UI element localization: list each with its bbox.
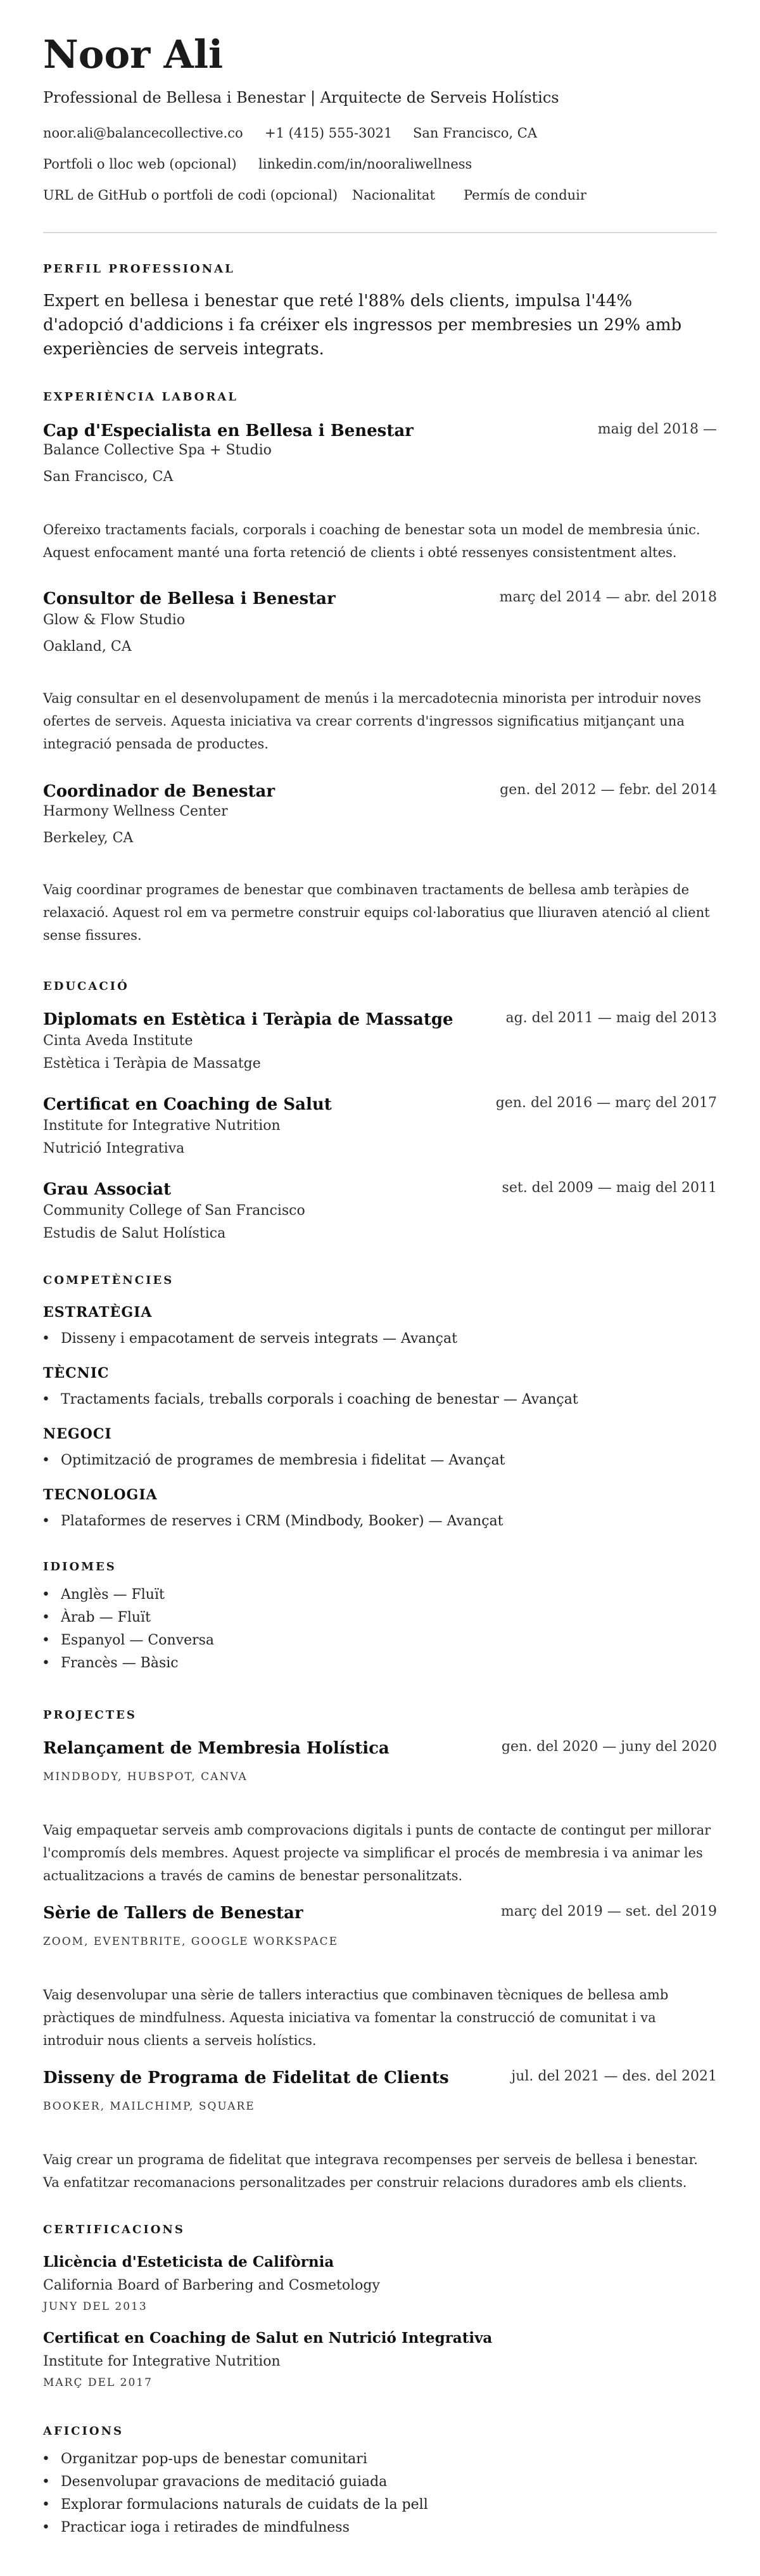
education-field: Estètica i Teràpia de Massatge bbox=[43, 1056, 261, 1072]
certification-date: JUNY DEL 2013 bbox=[43, 2300, 148, 2313]
profile-summary: Expert en bellesa i benestar que reté l'88% dels clients, impulsa l'44% d'adopció d'addicions i fa créixer els ingressos per membresies un 29% amb experiències de serveis integrats. bbox=[43, 292, 682, 359]
job-title: Coordinador de Benestar bbox=[43, 782, 276, 801]
language-item bbox=[51, 1632, 214, 1648]
project-title: Relançament de Membresia Holística bbox=[43, 1739, 390, 1758]
skill-category: TÈCNIC bbox=[43, 1365, 110, 1381]
job-company: Glow & Flow Studio bbox=[43, 612, 186, 628]
job-company: Harmony Wellness Center bbox=[43, 804, 228, 819]
section-heading-languages: IDIOMES bbox=[43, 1560, 117, 1573]
job-dates: maig del 2018 — bbox=[597, 421, 717, 437]
hobby-item bbox=[51, 2520, 350, 2535]
job-company: Balance Collective Spa + Studio bbox=[43, 442, 272, 458]
project-tech: BOOKER, MAILCHIMP, SQUARE bbox=[43, 2100, 255, 2113]
education-title: Certificat en Coaching de Salut bbox=[43, 1095, 332, 1114]
section-heading-hobbies: AFICIONS bbox=[43, 2425, 124, 2438]
candidate-subtitle: Professional de Bellesa i Benestar | Arquitecte de Serveis Holístics bbox=[43, 89, 559, 106]
skill-item bbox=[51, 1452, 505, 1468]
skill-category: ESTRATÈGIA bbox=[43, 1304, 153, 1321]
project-dates: gen. del 2020 — juny del 2020 bbox=[501, 1739, 717, 1755]
education-dates: ag. del 2011 — maig del 2013 bbox=[505, 1010, 717, 1026]
hobby-item bbox=[51, 2474, 387, 2490]
certification-issuer: California Board of Barbering and Cosmetology bbox=[43, 2278, 380, 2293]
project-title: Disseny de Programa de Fidelitat de Clients bbox=[43, 2068, 449, 2087]
hobby-item-text: Desenvolupar gravacions de meditació guiada bbox=[61, 2474, 388, 2490]
contact-linkedin[interactable]: linkedin.com/in/nooraliwellness bbox=[258, 157, 472, 172]
job-description: Ofereixo tractaments facials, corporals i coaching de benestar sota un model de membresia únic. Aquest enfocament manté una forta retenció de clients i obté ressenyes consistentment altes. bbox=[43, 522, 700, 560]
section-heading-projects: PROJECTES bbox=[43, 1708, 137, 1722]
project-description: Vaig crear un programa de fidelitat que integrava recompenses per serveis de bellesa i benestar. Va enfatitzar recomanacions personalitzades per construir relacions duradores amb els clients. bbox=[43, 2152, 698, 2190]
section-heading-education: EDUCACIÓ bbox=[43, 980, 129, 993]
job-location: Berkeley, CA bbox=[43, 830, 134, 846]
language-item-text: Àrab — Fluït bbox=[61, 1610, 151, 1625]
contact-phone[interactable]: +1 (415) 555-3021 bbox=[265, 125, 393, 141]
section-heading-certifications: CERTIFICACIONS bbox=[43, 2223, 185, 2236]
education-dates: gen. del 2016 — març del 2017 bbox=[495, 1095, 717, 1111]
job-description: Vaig coordinar programes de benestar que combinaven tractaments de bellesa amb teràpies de relaxació. Aquest rol em va permetre construir equips col·laboratius que lliuraven atenció al client sense fissures. bbox=[43, 882, 710, 943]
language-item-text: Anglès — Fluït bbox=[61, 1587, 165, 1603]
job-title: Cap d'Especialista en Bellesa i Benestar bbox=[43, 421, 414, 440]
project-dates: març del 2019 — set. del 2019 bbox=[500, 1904, 717, 1919]
certification-name: Certificat en Coaching de Salut en Nutrició Integrativa bbox=[43, 2329, 493, 2347]
certification-name: Llicència d'Esteticista de Califòrnia bbox=[43, 2253, 334, 2271]
header-divider bbox=[43, 232, 717, 233]
education-school: Community College of San Francisco bbox=[43, 1203, 305, 1219]
language-item bbox=[51, 1655, 179, 1671]
education-field: Nutrició Integrativa bbox=[43, 1141, 185, 1157]
language-item-text: Francès — Bàsic bbox=[61, 1655, 179, 1671]
education-title: Grau Associat bbox=[43, 1180, 172, 1199]
language-item bbox=[51, 1610, 151, 1625]
contact-location: San Francisco, CA bbox=[413, 125, 538, 141]
contact-license: Permís de conduir bbox=[464, 188, 586, 203]
education-school: Cinta Aveda Institute bbox=[43, 1033, 193, 1049]
job-title: Consultor de Bellesa i Benestar bbox=[43, 589, 336, 608]
skill-category: NEGOCI bbox=[43, 1426, 112, 1442]
project-description: Vaig desenvolupar una sèrie de tallers interactius que combinaven tècniques de bellesa amb pràctiques de mindfulness. Aquesta iniciativa va fomentar la construcció de comunitat i va introduir nous clients a serveis holístics. bbox=[43, 1987, 669, 2048]
skill-item-text: Plataformes de reserves i CRM (Mindbody, Booker) — Avançat bbox=[61, 1513, 504, 1529]
project-tech: MINDBODY, HUBSPOT, CANVA bbox=[43, 1771, 248, 1783]
skill-item bbox=[51, 1331, 457, 1347]
skill-item bbox=[51, 1392, 578, 1407]
language-item-text: Espanyol — Conversa bbox=[61, 1632, 215, 1648]
education-title: Diplomats en Estètica i Teràpia de Massatge bbox=[43, 1010, 453, 1029]
section-heading-skills: COMPETÈNCIES bbox=[43, 1274, 174, 1287]
project-title: Sèrie de Tallers de Benestar bbox=[43, 1904, 303, 1923]
language-item bbox=[51, 1587, 165, 1603]
job-dates: març del 2014 — abr. del 2018 bbox=[499, 589, 717, 605]
candidate-name: Noor Ali bbox=[43, 32, 224, 77]
job-dates: gen. del 2012 — febr. del 2014 bbox=[500, 782, 717, 798]
skill-item-text: Tractaments facials, treballs corporals i coaching de benestar — Avançat bbox=[61, 1392, 578, 1407]
contact-email[interactable]: noor.ali@balancecollective.co bbox=[43, 125, 243, 141]
hobby-item-text: Organitzar pop-ups de benestar comunitari bbox=[61, 2451, 367, 2467]
job-location: Oakland, CA bbox=[43, 639, 132, 655]
job-description: Vaig consultar en el desenvolupament de menús i la mercadotecnia minorista per introduir noves ofertes de serveis. Aquesta iniciativa va crear corrents d'ingressos significatius mitjançant una integració pensada de productes. bbox=[43, 691, 701, 752]
education-school: Institute for Integrative Nutrition bbox=[43, 1118, 281, 1134]
certification-date: MARÇ DEL 2017 bbox=[43, 2376, 153, 2389]
section-heading-profile: PERFIL PROFESSIONAL bbox=[43, 262, 235, 276]
project-description: Vaig empaquetar serveis amb comprovacions digitals i punts de contacte de contingut per millorar l'compromís dels membres. Aquest projecte va simplificar el procés de membresia i va animar les actualitzacions a través de camins de benestar personalitzats. bbox=[43, 1823, 711, 1883]
contact-portfolio[interactable]: Portfoli o lloc web (opcional) bbox=[43, 157, 237, 172]
skill-item-text: Disseny i empacotament de serveis integrats — Avançat bbox=[61, 1331, 457, 1347]
section-heading-experience: EXPERIÈNCIA LABORAL bbox=[43, 390, 238, 404]
skill-item-text: Optimització de programes de membresia i fidelitat — Avançat bbox=[61, 1452, 505, 1468]
skill-item bbox=[51, 1513, 504, 1529]
contact-nationality: Nacionalitat bbox=[352, 188, 435, 203]
education-field: Estudis de Salut Holística bbox=[43, 1226, 226, 1241]
skill-category: TECNOLOGIA bbox=[43, 1487, 158, 1503]
hobby-item bbox=[51, 2497, 428, 2513]
project-dates: jul. del 2021 — des. del 2021 bbox=[511, 2068, 717, 2084]
hobby-item bbox=[51, 2451, 367, 2467]
job-location: San Francisco, CA bbox=[43, 469, 174, 485]
hobby-item-text: Explorar formulacions naturals de cuidats de la pell bbox=[61, 2497, 428, 2513]
project-tech: ZOOM, EVENTBRITE, GOOGLE WORKSPACE bbox=[43, 1935, 339, 1948]
education-dates: set. del 2009 — maig del 2011 bbox=[502, 1180, 717, 1196]
contact-github[interactable]: URL de GitHub o portfoli de codi (opcional) bbox=[43, 188, 338, 203]
certification-issuer: Institute for Integrative Nutrition bbox=[43, 2354, 281, 2369]
hobby-item-text: Practicar ioga i retirades de mindfulness bbox=[61, 2520, 350, 2535]
